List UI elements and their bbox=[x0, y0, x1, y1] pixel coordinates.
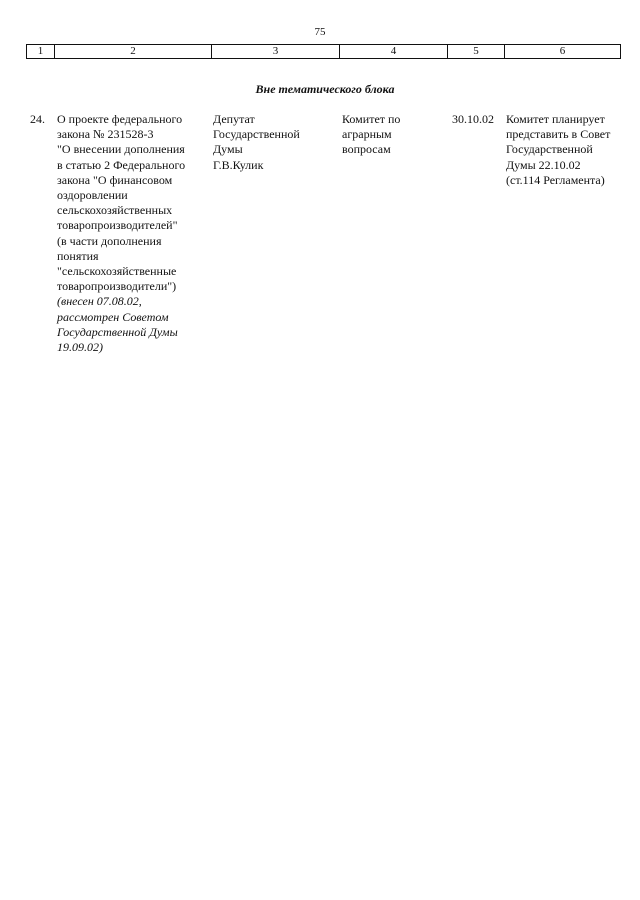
author-line: Государственной bbox=[213, 127, 300, 142]
bill-title-line: О проекте федерального bbox=[57, 112, 183, 126]
bill-title-line: закона № 231528-3 bbox=[57, 127, 154, 142]
author-cell bbox=[213, 112, 300, 173]
plan-line: представить в Совет bbox=[506, 127, 611, 142]
bill-title-line: 19.09.02) bbox=[57, 340, 103, 355]
column-number-3: 3 bbox=[212, 45, 340, 59]
date-cell: 30.10.02 bbox=[452, 112, 494, 126]
bill-title-line: (в части дополнения bbox=[57, 233, 162, 248]
plan-line: (ст.114 Регламента) bbox=[506, 172, 605, 187]
bill-title-line: (внесен 07.08.02, bbox=[57, 294, 142, 309]
bill-title-line: в статью 2 Федерального bbox=[57, 157, 186, 172]
bill-title-line: сельскохозяйственных bbox=[57, 203, 173, 218]
column-number-1: 1 bbox=[27, 45, 55, 59]
section-title: Вне тематического блока bbox=[255, 82, 395, 96]
row-number: 24. bbox=[30, 112, 45, 126]
plan-cell bbox=[506, 112, 610, 188]
column-numbers-row bbox=[26, 44, 621, 59]
plan-line: Комитет планирует bbox=[506, 112, 605, 126]
page-number: 75 bbox=[314, 26, 326, 38]
plan-line: Государственной bbox=[506, 142, 593, 157]
author-line: Думы bbox=[213, 142, 243, 157]
committee-line: Комитет по bbox=[342, 112, 401, 126]
bill-title-line: Государственной Думы bbox=[57, 324, 178, 339]
committee-line: вопросам bbox=[342, 142, 391, 157]
bill-title-cell bbox=[57, 112, 185, 355]
column-number-5: 5 bbox=[448, 45, 505, 59]
bill-title-line: оздоровлении bbox=[57, 188, 128, 203]
bill-title-line: закона "О финансовом bbox=[57, 172, 173, 187]
bill-title-line: товаропроизводителей" bbox=[57, 218, 178, 233]
bill-title-line: "О внесении дополнения bbox=[57, 142, 185, 157]
bill-title-line: рассмотрен Советом bbox=[57, 309, 169, 324]
bill-title-line: "сельскохозяйственные bbox=[57, 264, 177, 279]
author-line: Г.В.Кулик bbox=[213, 157, 264, 172]
column-number-2: 2 bbox=[55, 45, 212, 59]
column-number-6: 6 bbox=[505, 45, 621, 59]
author-line: Депутат bbox=[213, 112, 255, 126]
bill-title-line: понятия bbox=[57, 248, 99, 263]
committee-line: аграрным bbox=[342, 127, 392, 142]
committee-cell bbox=[342, 112, 400, 158]
column-number-4: 4 bbox=[340, 45, 448, 59]
plan-line: Думы 22.10.02 bbox=[506, 157, 581, 172]
bill-title-line: товаропроизводители") bbox=[57, 279, 177, 294]
